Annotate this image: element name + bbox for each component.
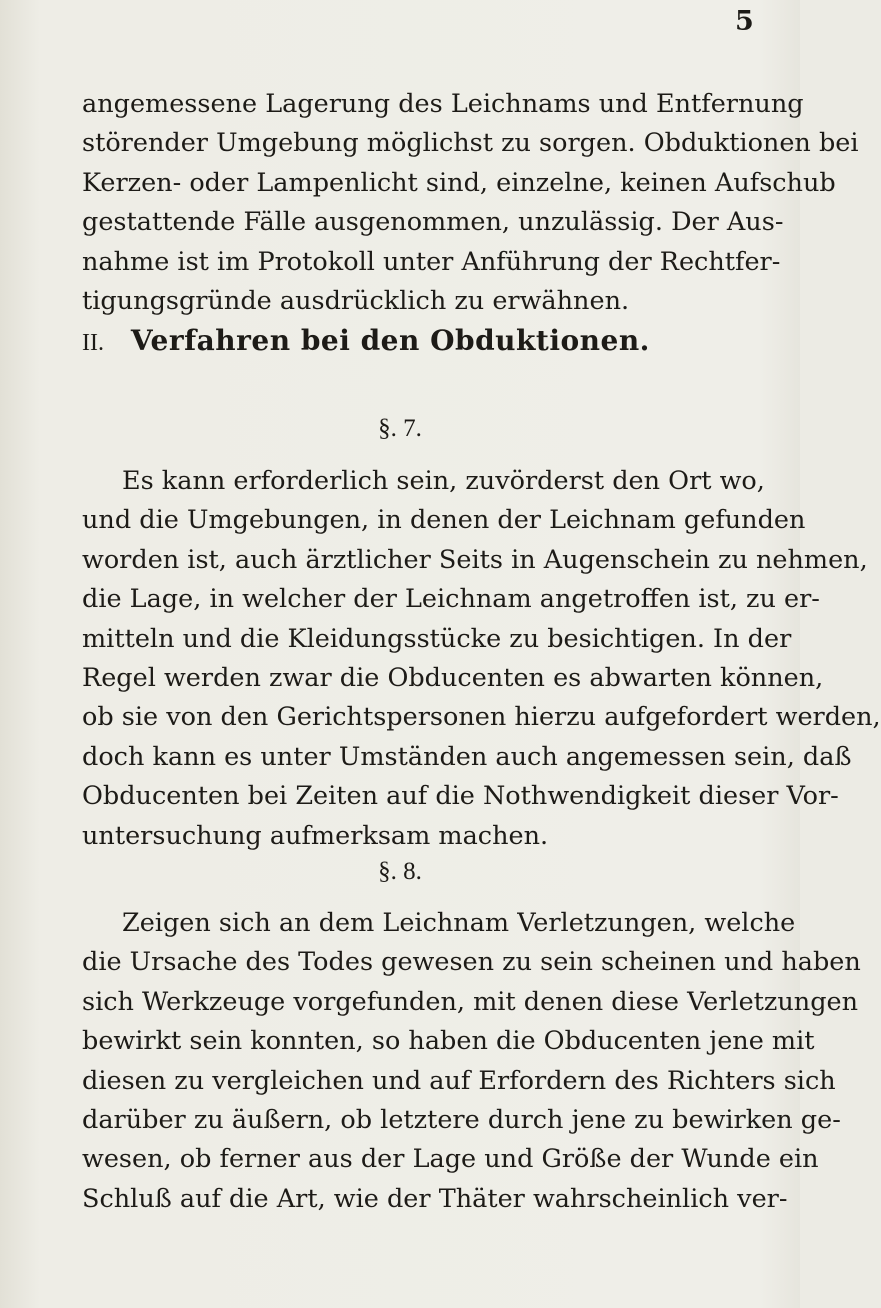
paragraph-7 xyxy=(82,462,881,856)
text-line: tigungsgründe ausdrücklich zu erwähnen. xyxy=(82,286,630,317)
text-line: die Lage, in welcher der Leichnam angetroffen ist, zu er- xyxy=(82,584,820,615)
text-line: diesen zu vergleichen und auf Erfordern des Richters sich xyxy=(82,1065,836,1096)
text-line: und die Umgebungen, in denen der Leichnam gefunden xyxy=(82,505,806,536)
text-line: Zeigen sich an dem Leichnam Verletzungen, welche xyxy=(122,908,796,938)
text-line: störender Umgebung möglichst zu sorgen. Obduktionen bei xyxy=(82,128,859,159)
text-line: Schluß auf die Art, wie der Thäter wahrscheinlich ver- xyxy=(82,1183,788,1214)
text-line: bewirkt sein konnten, so haben die Obducenten jene mit xyxy=(82,1026,815,1057)
text-line: Es kann erforderlich sein, zuvörderst den Ort wo, xyxy=(122,466,765,496)
section-heading xyxy=(82,324,742,357)
text-line: Obducenten bei Zeiten auf die Nothwendigkeit dieser Vor- xyxy=(82,781,839,812)
paragraph-8 xyxy=(82,904,861,1219)
text-line: wesen, ob ferner aus der Lage und Größe der Wunde ein xyxy=(82,1144,819,1175)
section-title: Verfahren bei den Obduktionen. xyxy=(130,324,650,357)
text-line: Kerzen- oder Lampenlicht sind, einzelne, keinen Aufschub xyxy=(82,167,836,198)
paragraph-intro xyxy=(82,85,859,321)
text-line: gestattende Fälle ausgenommen, unzulässig. Der Aus- xyxy=(82,207,784,238)
text-line: doch kann es unter Umständen auch angemessen sein, daß xyxy=(82,741,852,772)
paragraph-marker-8: §. 8. xyxy=(378,858,422,885)
text-line: worden ist, auch ärztlicher Seits in Augenschein zu nehmen, xyxy=(82,544,868,575)
text-line: darüber zu äußern, ob letztere durch jene zu bewirken ge- xyxy=(82,1105,841,1136)
text-line: die Ursache des Todes gewesen zu sein scheinen und haben xyxy=(82,947,861,978)
text-line: nahme ist im Protokoll unter Anführung der Rechtfer- xyxy=(82,246,781,277)
page-number: 5 xyxy=(735,6,754,37)
text-line: Regel werden zwar die Obducenten es abwarten können, xyxy=(82,663,824,694)
text-line: mitteln und die Kleidungsstücke zu besichtigen. In der xyxy=(82,623,792,654)
text-line: sich Werkzeuge vorgefunden, mit denen diese Verletzungen xyxy=(82,986,859,1017)
text-line: ob sie von den Gerichtspersonen hierzu aufgefordert werden, xyxy=(82,702,881,733)
section-number: II. xyxy=(82,330,104,356)
paragraph-marker-7: §. 7. xyxy=(378,415,422,442)
text-line: untersuchung aufmerksam machen. xyxy=(82,820,549,851)
text-line: angemessene Lagerung des Leichnams und Entfernung xyxy=(82,89,804,119)
